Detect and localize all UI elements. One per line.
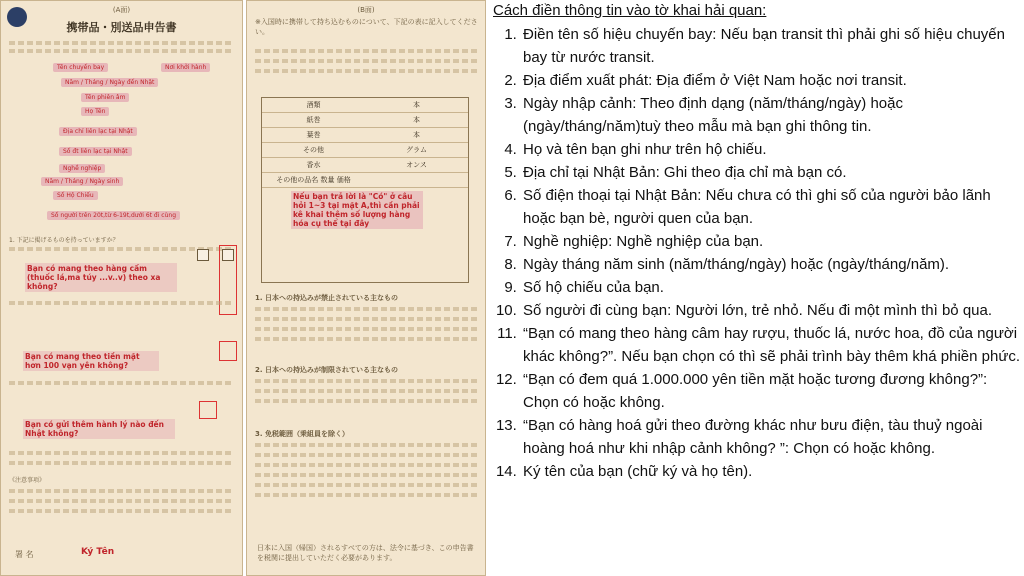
- list-item: 3. Ngày nhập cảnh: Theo định dạng (năm/tháng/ngày) hoặc (ngày/tháng/năm)tuỳ theo mẫu mà bạn ghi thông tin.: [521, 92, 1024, 138]
- form-text-lines: [255, 443, 477, 447]
- list-item: 14. Ký tên của bạn (chữ ký và họ tên).: [521, 460, 1024, 483]
- list-item: 1. Điền tên số hiệu chuyến bay: Nếu bạn transit thì phải ghi số hiệu chuyến bay từ nước transit.: [521, 23, 1024, 69]
- form-text-lines: [9, 509, 234, 513]
- callout-q1: Bạn có mang theo hàng cấm (thuốc lá,ma túy ...v..v) theo xa không?: [25, 263, 177, 292]
- checkbox-yes[interactable]: [197, 249, 209, 261]
- instructions-panel: [491, 0, 1024, 576]
- table-cell: グラム: [406, 146, 427, 154]
- form-text-lines: [255, 483, 477, 487]
- field-address: Địa chỉ liên lạc tại Nhật: [59, 127, 137, 136]
- field-passport: Số Hộ Chiếu: [53, 191, 98, 200]
- table-cell: 香水: [306, 161, 321, 169]
- form-text-lines: [255, 493, 477, 497]
- section-1-jp: 1. 日本への持込みが禁止されている主なもの: [255, 294, 398, 302]
- list-item: 12. “Bạn có đem quá 1.000.000 yên tiền mặt hoặc tương đương không?”: Chọn có hoặc không.: [521, 368, 1024, 414]
- list-item: 6. Số điện thoại tại Nhật Bản: Nếu chưa có thì ghi số của người bảo lãnh hoặc bạn bè, người quen của bạn.: [521, 184, 1024, 230]
- form-b-footer: 日本に入国（帰国）されるすべての方は、法令に基づき、この申告書を税関に提出していただく必要があります。: [257, 544, 474, 562]
- form-text-lines: [255, 49, 477, 53]
- form-a-header: (A面): [112, 6, 131, 14]
- list-item: 9. Số hộ chiếu của bạn.: [521, 276, 1024, 299]
- list-item: 2. Địa điểm xuất phát: Địa điểm ở Việt Nam hoặc nơi transit.: [521, 69, 1024, 92]
- table-cell: 酒類: [306, 101, 321, 109]
- table-cell: 本: [413, 101, 420, 109]
- notes-heading-jp: 《注意事項》: [9, 477, 46, 484]
- customs-form-back: [246, 0, 486, 576]
- form-text-lines: [255, 317, 477, 321]
- list-item: 10. Số người đi cùng bạn: Người lớn, trẻ nhỏ. Nếu đi một mình thì bỏ qua.: [521, 299, 1024, 322]
- table-row: [262, 143, 468, 158]
- form-text-lines: [255, 399, 477, 403]
- table-cell: 葉巻: [306, 131, 321, 139]
- field-origin: Nơi khởi hành: [161, 63, 210, 72]
- table-cell: その他の品名 数量 価格: [276, 176, 351, 184]
- table-cell: 本: [413, 131, 420, 139]
- callout-declare-quantity: Nếu bạn trả lời là "Có" ở câu hỏi 1~3 tại mặt A,thì cần phải kê khai thêm số lượng hàng hóa cụ thể tại đây: [291, 191, 423, 229]
- field-job: Nghề nghiệp: [59, 164, 105, 173]
- form-text-lines: [255, 453, 477, 457]
- field-entry-date: Năm / Tháng / Ngày đến Nhật: [61, 78, 158, 87]
- form-b-header: (B面): [357, 6, 375, 14]
- form-text-lines: [255, 69, 477, 73]
- field-name-reading: Tên phiên âm: [81, 93, 129, 102]
- form-text-lines: [255, 389, 477, 393]
- form-text-lines: [255, 59, 477, 63]
- form-text-lines: [9, 499, 234, 503]
- signature-field: Ký Tên: [81, 547, 115, 557]
- form-text-lines: [255, 473, 477, 477]
- table-row: [262, 98, 468, 113]
- form-text-lines: [9, 381, 234, 385]
- form-text-lines: [255, 379, 477, 383]
- form-a-title: 携帯品・別送品申告書: [66, 21, 177, 34]
- highlight-box-q2: [219, 341, 237, 361]
- form-text-lines: [255, 307, 477, 311]
- form-text-lines: [9, 461, 234, 465]
- table-cell: [365, 173, 468, 187]
- instructions-list: [491, 23, 1024, 483]
- form-text-lines: [9, 41, 234, 45]
- signature-label: 署 名: [15, 550, 34, 559]
- declaration-table: [261, 97, 469, 283]
- list-item: 13. “Bạn có hàng hoá gửi theo đường khác như bưu điện, tàu thuỷ ngoài hoàng hoá như khi nhập cảnh không? ”: Chọn có hoặc không.: [521, 414, 1024, 460]
- section-2-jp: 2. 日本への持込みが制限されている主なもの: [255, 366, 398, 374]
- form-text-lines: [9, 489, 234, 493]
- callout-q2: Bạn có mang theo tiền mặt hơn 100 vạn yên không?: [23, 351, 159, 371]
- form-text-lines: [9, 49, 234, 53]
- field-flight: Tên chuyến bay: [53, 63, 108, 72]
- section-3-jp: 3. 免税範囲（乗組員を除く）: [255, 430, 349, 438]
- form-text-lines: [9, 451, 234, 455]
- form-text-lines: [9, 301, 234, 305]
- table-cell: 本: [413, 116, 420, 124]
- table-cell: その他: [303, 146, 324, 154]
- table-row: [262, 173, 468, 188]
- table-cell: オンス: [406, 161, 427, 169]
- table-cell: 紙巻: [306, 116, 321, 124]
- list-item: 4. Họ và tên bạn ghi như trên hộ chiếu.: [521, 138, 1024, 161]
- customs-form-front: [0, 0, 243, 576]
- table-row: [262, 158, 468, 173]
- form-b-intro: ※入国時に携帯して持ち込むものについて、下記の表に記入してください。: [255, 18, 478, 36]
- field-dob: Năm / Tháng / Ngày sinh: [41, 177, 123, 186]
- table-row: [262, 113, 468, 128]
- instructions-heading: Cách điền thông tin vào tờ khai hải quan:: [493, 2, 767, 19]
- checkbox-no[interactable]: [222, 249, 234, 261]
- highlight-box-q3: [199, 401, 217, 419]
- list-item: 11. “Bạn có mang theo hàng câm hay rượu, thuốc lá, nước hoa, đồ của người khác không?”. Nếu bạn chọn có thì sẽ phải trình bày thêm khá phiền phức.: [521, 322, 1024, 368]
- form-text-lines: [255, 337, 477, 341]
- form-text-lines: [255, 463, 477, 467]
- field-name: Họ Tên: [81, 107, 109, 116]
- form-text-lines: [255, 327, 477, 331]
- question-1-jp: 1. 下記に掲げるものを持っていますか？: [9, 237, 119, 244]
- list-item: 8. Ngày tháng năm sinh (năm/tháng/ngày) hoặc (ngày/tháng/năm).: [521, 253, 1024, 276]
- list-item: 5. Địa chỉ tại Nhật Bản: Ghi theo địa chỉ mà bạn có.: [521, 161, 1024, 184]
- field-companions: Số người trên 20t,từ 6-19t,dưới 6t đi cùng: [47, 211, 180, 220]
- table-row: [262, 128, 468, 143]
- field-phone: Số đt liên lạc tại Nhật: [59, 147, 132, 156]
- callout-q3: Bạn có gửi thêm hành lý nào đến Nhật không?: [23, 419, 175, 439]
- list-item: 7. Nghề nghiệp: Nghề nghiệp của bạn.: [521, 230, 1024, 253]
- customs-seal-icon: [7, 7, 27, 27]
